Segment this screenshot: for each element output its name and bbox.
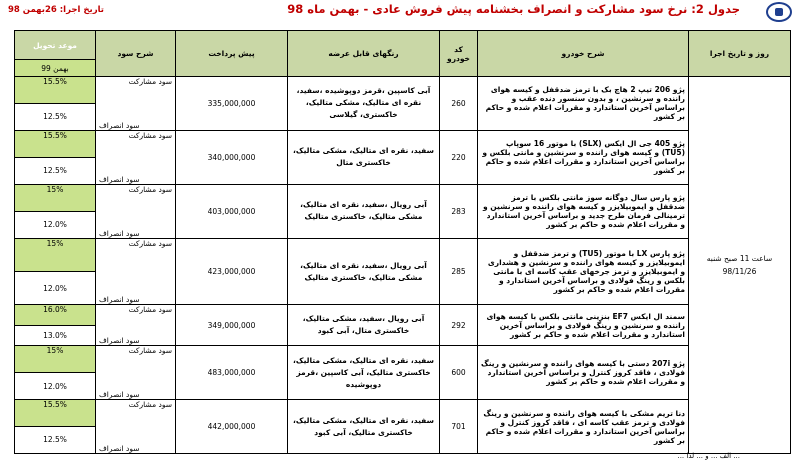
rate-cancellation: 12.0% — [15, 272, 96, 305]
car-description: پژو 207i دستی با کیسه هوای راننده و سرنشین و رینگ فولادی ، فاقد کروز کنترل و براساس آخرین استاندارد و مقررات اعلام شده و حاکم بر کشور — [478, 346, 689, 400]
rate-cancellation: 12.5% — [15, 157, 96, 184]
rate-cancellation: 12.5% — [15, 426, 96, 453]
car-colors: آبی رویال ،سفید، نقره ای متالیک، مشکی متالیک، خاکستری متالیک — [288, 184, 440, 238]
rate-cancellation: 12.0% — [15, 373, 96, 400]
car-code: 260 — [440, 77, 478, 131]
footer-note: ... الف ... و ... لذا ... — [677, 452, 740, 460]
col-day: روز و تاریخ اجرا — [689, 31, 791, 77]
car-prepay: 340,000,000 — [176, 130, 288, 184]
car-prepay: 442,000,000 — [176, 400, 288, 454]
rate-type-cancellation: سود انصراف — [96, 211, 176, 238]
car-description: پژو پارس سال دوگانه سوز مانتی بلکس با ترمز ضدقفل و ایموبیلایزر و کیسه هوای راننده و سرنشین و ترمینالی فرمان طرح جدید و براساس آخرین استاندارد و مقررات اعلام شده و حاکم بر کشور — [478, 184, 689, 238]
rate-type-participation: سود مشارکت — [96, 346, 176, 373]
car-description: سمند ال ایکس EF7 بنزینی مانتی بلکس با کیسه هوای راننده و سرنشین و رینگ فولادی و براساس آخرین استاندارد و مقررات اعلام شده و حاکم بر کشور — [478, 305, 689, 346]
table-row — [15, 305, 791, 325]
execution-date: تاریخ اجرا: 26بهمن 98 — [8, 5, 104, 15]
rate-participation: 15% — [15, 346, 96, 373]
rate-type-participation: سود مشارکت — [96, 130, 176, 157]
rate-type-participation: سود مشارکت — [96, 400, 176, 427]
car-description: پژو 405 جی ال ایکس (SLX) با موتور 16 سوپاپ (TU5) و کیسه هوای راننده و سرنشین و مانتی بلکس و براساس آخرین استاندارد و مقررات اعلام شده و حاکم بر کشور — [478, 130, 689, 184]
header-row — [15, 31, 791, 60]
car-code: 283 — [440, 184, 478, 238]
car-colors: سفید، نقره ای متالیک، مشکی متالیک، خاکستری متالیک، آبی کاسپین ،قرمز دوپوشیده — [288, 346, 440, 400]
sales-table — [14, 30, 791, 454]
table-row — [15, 184, 791, 211]
day-date: 98/11/26 — [722, 267, 757, 276]
rate-cancellation: 12.5% — [15, 103, 96, 130]
rate-cancellation: 12.0% — [15, 211, 96, 238]
car-prepay: 403,000,000 — [176, 184, 288, 238]
delivery-month: بهمن 99 — [15, 60, 96, 77]
rate-participation: 15% — [15, 184, 96, 211]
table-row — [15, 400, 791, 427]
rate-type-cancellation: سود انصراف — [96, 373, 176, 400]
rate-type-cancellation: سود انصراف — [96, 426, 176, 453]
car-code: 701 — [440, 400, 478, 454]
col-delivery: موعد تحویل — [15, 31, 96, 60]
car-code: 600 — [440, 346, 478, 400]
col-rate-type: شرح سود — [96, 31, 176, 77]
car-description: دنا تریم مشکی با کیسه هوای راننده و سرنشین و رینگ فولادی و ترمز عقب کاسه ای ، فاقد کروز کنترل و براساس آخرین استاندارد و مقررات اعلام شده و حاکم بر کشور — [478, 400, 689, 454]
car-code: 220 — [440, 130, 478, 184]
car-prepay: 423,000,000 — [176, 238, 288, 305]
car-code: 292 — [440, 305, 478, 346]
day-cell — [689, 77, 791, 454]
car-colors: آبی کاسپین ،قرمز دوپوشیده ،سفید، نقره ای متالیک، مشکی متالیک، خاکستری، گیلاسی — [288, 77, 440, 131]
rate-participation: 16.0% — [15, 305, 96, 325]
rate-participation: 15% — [15, 238, 96, 271]
rate-type-participation: سود مشارکت — [96, 238, 176, 271]
rate-participation: 15.5% — [15, 400, 96, 427]
car-colors: سفید، نقره ای متالیک، مشکی متالیک، خاکستری متال — [288, 130, 440, 184]
rate-type-cancellation: سود انصراف — [96, 325, 176, 345]
rate-cancellation: 13.0% — [15, 325, 96, 345]
rate-type-participation: سود مشارکت — [96, 77, 176, 104]
car-description: پژو پارس LX با موتور (TU5) و ترمز ضدقفل و ایموبیلایزر و کیسه هوای راننده و سرنشین و هشداری و ایموبیلایزر و ترمز جرخهای عقب کاسه ای با مانتی بلکس و رینگ فولادی و براساس آخرین استاندارد و مقررات اعلام شده و حاکم بر کشور — [478, 238, 689, 305]
rate-participation: 15.5% — [15, 130, 96, 157]
page-title: جدول 2: نرخ سود مشارکت و انصراف بخشنامه پیش فروش عادی - بهمن ماه 98 — [287, 2, 740, 16]
rate-participation: 15.5% — [15, 77, 96, 104]
car-prepay: 483,000,000 — [176, 346, 288, 400]
col-code: کد خودرو — [440, 31, 478, 77]
rate-type-cancellation: سود انصراف — [96, 272, 176, 305]
car-prepay: 349,000,000 — [176, 305, 288, 346]
day-time: ساعت 11 صبح شنبه — [706, 254, 773, 263]
car-colors: آبی رویال ،سفید، نقره ای متالیک، مشکی متالیک، خاکستری متالیک — [288, 238, 440, 305]
top-bar — [0, 0, 800, 22]
table-row — [15, 238, 791, 271]
table-row — [15, 130, 791, 157]
car-colors: سفید، نقره ای متالیک، مشکی متالیک، خاکستری متالیک، آبی کبود — [288, 400, 440, 454]
car-prepay: 335,000,000 — [176, 77, 288, 131]
iran-khodro-logo-icon — [766, 2, 792, 22]
car-code: 285 — [440, 238, 478, 305]
rate-type-participation: سود مشارکت — [96, 184, 176, 211]
table-row — [15, 77, 791, 104]
rate-type-participation: سود مشارکت — [96, 305, 176, 325]
col-prepay: پیش پرداخت — [176, 31, 288, 77]
table-body — [15, 77, 791, 454]
table-row — [15, 346, 791, 373]
rate-type-cancellation: سود انصراف — [96, 103, 176, 130]
rate-type-cancellation: سود انصراف — [96, 157, 176, 184]
car-colors: آبی رویال ،سفید، مشکی متالیک، خاکستری متال، آبی کبود — [288, 305, 440, 346]
car-description: پژو 206 تیپ 2 هاچ بک با ترمز ضدقفل و کیسه هوای راننده و سرنشین ، و بدون سنسور دنده عقب و براساس آخرین استاندارد و مقررات اعلام شده و حاکم بر کشور — [478, 77, 689, 131]
col-colors: رنگهای قابل عرضه — [288, 31, 440, 77]
col-desc: شرح خودرو — [478, 31, 689, 77]
